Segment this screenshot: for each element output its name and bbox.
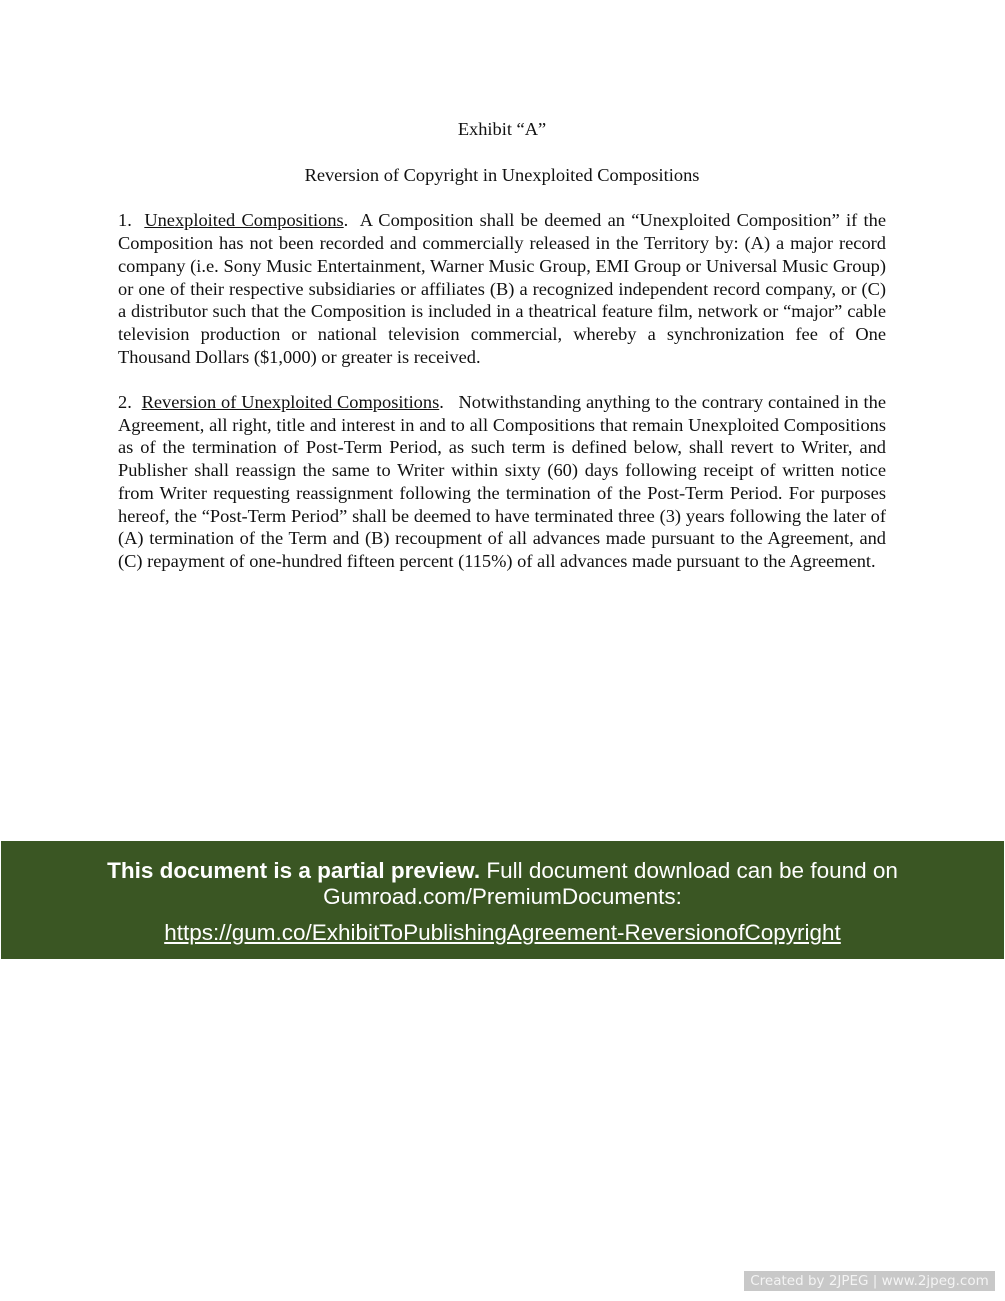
- document-page: [118, 118, 886, 595]
- section-2: 2. Reversion of Unexploited Compositions. Notwithstanding anything to the contrary contained in the Agreement, all right, title and interest in and to all Compositions that remain Unexploited Compositions as of the termination of Post-Term Period, as such term is defined below, shall revert to Writer, and Publisher shall reassign the same to Writer within sixty (60) days following receipt of written notice from Writer requesting reassignment following the termination of the Post-Term Period. For purposes hereof, the “Post-Term Period” shall be deemed to have terminated three (3) years following the later of (A) termination of the Term and (B) recoupment of all advances made pursuant to the Agreement, and (C) repayment of one-hundred fifteen percent (115%) of all advances made pursuant to the Agreement.: [118, 392, 886, 571]
- exhibit-subtitle: Reversion of Copyright in Unexploited Compositions: [304, 164, 700, 185]
- exhibit-title: Exhibit “A”: [457, 119, 547, 139]
- preview-message: [1, 858, 1004, 910]
- section-heading: Unexploited Compositions: [144, 210, 344, 231]
- section-number: 2.: [118, 392, 132, 413]
- section-heading: Reversion of Unexploited Compositions: [141, 392, 440, 413]
- download-link[interactable]: https://gum.co/ExhibitToPublishingAgreement-ReversionofCopyright: [164, 920, 841, 945]
- preview-banner: [1, 841, 1004, 959]
- preview-text: Full document download can be found on Gumroad.com/PremiumDocuments:: [323, 858, 898, 909]
- section-1: 1. Unexploited Compositions. A Composition shall be deemed an “Unexploited Composition” if the Composition has not been recorded and commercially released in the Territory by: (A) a major record company (i.e. Sony Music Entertainment, Warner Music Group, EMI Group or Universal Music Group) or one of their respective subsidiaries or affiliates (B) a recognized independent record company, or (C) a distributor such that the Composition is included in a theatrical feature film, network or “major” cable television production or national television commercial, whereby a synchronization fee of One Thousand Dollars ($1,000) or greater is received.: [118, 210, 886, 367]
- section-body: A Composition shall be deemed an “Unexploited Composition” if the Composition has not been recorded and commercially released in the Territory by: (A) a major record company (i.e. Sony Music Entertainment, Warner Music Group, EMI Group or Universal Music Group) or one of their respective subsidiaries or affiliates (B) a recognized independent record company, or (C) a distributor such that the Composition is included in a theatrical feature film, network or “major” cable television production or national television commercial, whereby a synchronization fee of One Thousand Dollars ($1,000) or greater is received.: [118, 210, 886, 367]
- preview-bold-text: This document is a partial preview.: [107, 858, 481, 883]
- section-body: Notwithstanding anything to the contrary contained in the Agreement, all right, title and interest in and to all Compositions that remain Unexploited Compositions as of the termination of Post-Term Period, as such term is defined below, shall revert to Writer, and Publisher shall reassign the same to Writer within sixty (60) days following receipt of written notice from Writer requesting reassignment following the termination of the Post-Term Period. For purposes hereof, the “Post-Term Period” shall be deemed to have terminated three (3) years following the later of (A) termination of the Term and (B) recoupment of all advances made pursuant to the Agreement, and (C) repayment of one-hundred fifteen percent (115%) of all advances made pursuant to the Agreement.: [118, 392, 886, 571]
- watermark: Created by 2JPEG | www.2jpeg.com: [744, 1271, 995, 1291]
- section-number: 1.: [118, 210, 132, 231]
